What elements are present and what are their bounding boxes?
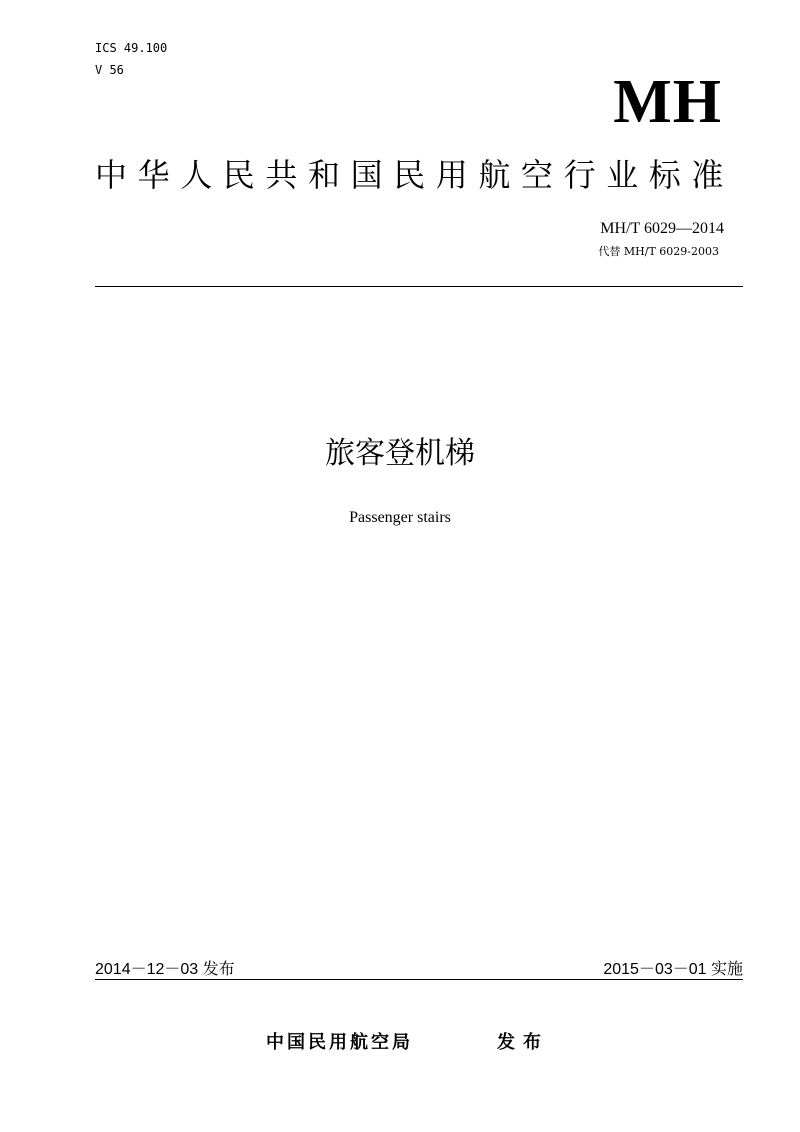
standard-category-heading: 中华人民共和国民用航空行业标准 [95, 156, 735, 194]
classification-code: V 56 [95, 63, 124, 77]
footer-divider [95, 979, 743, 980]
ics-code: ICS 49.100 [95, 41, 168, 55]
implementation-date: 2015－03－01 实施 [603, 961, 743, 978]
issue-date: 2014－12－03 发布 [95, 961, 235, 978]
publish-label: 发布 [497, 1032, 549, 1053]
standard-number: MH/T 6029—2014 [600, 220, 724, 237]
publisher-name: 中国民用航空局 [266, 1032, 413, 1053]
document-title-chinese: 旅客登机梯 [325, 436, 475, 471]
replaces-standard: 代替 MH/T 6029-2003 [598, 245, 719, 258]
document-title-english: Passenger stairs [349, 509, 451, 526]
mh-logo: MH [613, 68, 722, 136]
header-divider [95, 286, 743, 287]
